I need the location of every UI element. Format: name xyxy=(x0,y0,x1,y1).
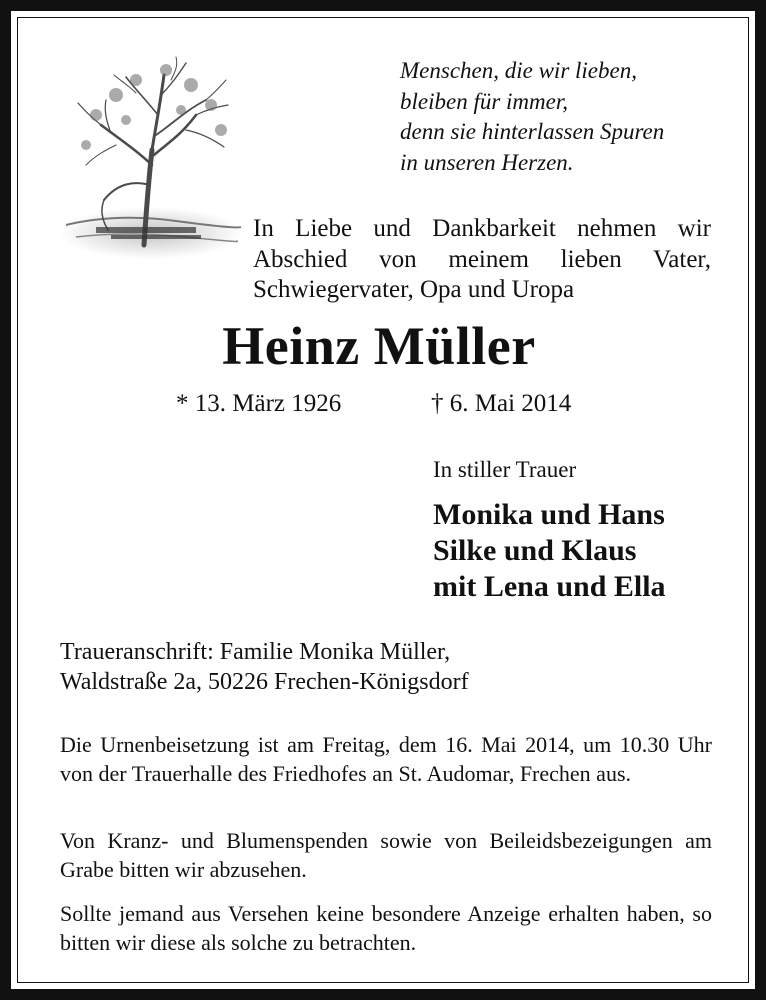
flowers-notice: Von Kranz- und Blumenspenden sowie von Beileidsbezeigungen am Grabe bitten wir abzusehen. xyxy=(60,828,712,882)
poem-verse: Menschen, die wir lieben, bleiben für immer, denn sie hinterlassen Spuren in unseren Herzen. xyxy=(400,58,665,175)
death-date: † 6. Mai 2014 xyxy=(431,390,572,417)
address-line: Waldstraße 2a, 50226 Frechen-Königsdorf xyxy=(60,669,469,695)
announcement-notice: Sollte jemand aus Versehen keine besondere Anzeige erhalten haben, so bitten wir diese als solche zu betrachten. xyxy=(60,901,712,955)
mourning-heading: In stiller Trauer xyxy=(433,457,577,482)
mourners-list xyxy=(433,497,666,605)
mourner-line: Monika und Hans xyxy=(433,498,665,531)
birth-date: * 13. März 1926 xyxy=(176,390,342,417)
burial-notice: Die Urnenbeisetzung ist am Freitag, dem 16. Mai 2014, um 10.30 Uhr von der Trauerhalle des Friedhofes an St. Audomar, Frechen aus. xyxy=(60,732,712,786)
tree-illustration xyxy=(56,55,246,265)
mourner-line: mit Lena und Ella xyxy=(433,570,666,603)
farewell-intro: In Liebe und Dankbarkeit nehmen wir Abschied von meinem lieben Vater, Schwiegervater, Opa und Uropa xyxy=(253,215,711,303)
address-line: Traueranschrift: Familie Monika Müller, xyxy=(60,639,451,665)
deceased-name: Heinz Müller xyxy=(222,316,536,376)
mourner-line: Silke und Klaus xyxy=(433,534,637,567)
mourning-address xyxy=(60,637,469,697)
